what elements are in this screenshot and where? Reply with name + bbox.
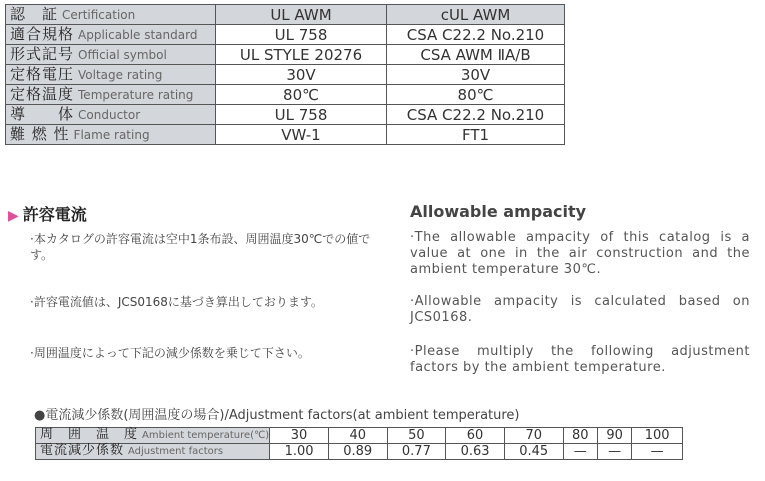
header-cul-awm: cUL AWM — [387, 5, 565, 25]
table-row — [6, 105, 565, 125]
temperature-row — [36, 428, 683, 444]
temperature-cell: 40 — [328, 428, 387, 444]
note-en-3: ·Please multiply the following adjustment factors by the ambient temperature. — [410, 344, 750, 375]
note-jp-3: ·周囲温度によって下記の減少係数を乗じて下さい。 — [30, 346, 310, 360]
table-row — [6, 125, 565, 145]
note-jp-1: ·本カタログの許容電流は空中1条布設、周囲温度30℃での値です。 — [30, 232, 371, 262]
row-label: 定格温度 Temperature rating — [6, 85, 216, 105]
table-row — [6, 45, 565, 65]
factor-cell: 0.45 — [504, 444, 563, 460]
cul-value: CSA C22.2 No.210 — [387, 25, 565, 45]
note-jp-2: ·許容電流値は、JCS0168に基づき算出しております。 — [30, 295, 323, 309]
adjustment-title: ●電流減少係数(周囲温度の場合)/Adjustment factors(at ambient temperature) — [34, 408, 520, 423]
table-row — [6, 65, 565, 85]
temperature-cell: 30 — [270, 428, 329, 444]
ul-value: 80℃ — [216, 85, 387, 105]
row-label: 形式記号 Official symbol — [6, 45, 216, 65]
table-row — [6, 85, 565, 105]
note-en-1: ·The allowable ampacity of this catalog is a value at one in the air construction and the ambient temperature 30℃. — [410, 230, 750, 277]
arrow-right-icon: ▶ — [8, 208, 19, 224]
ul-value: 30V — [216, 65, 387, 85]
factor-row — [36, 444, 683, 460]
cul-value: 80℃ — [387, 85, 565, 105]
cul-value: CSA C22.2 No.210 — [387, 105, 565, 125]
temperature-cell: 70 — [504, 428, 563, 444]
note-en-2: ·Allowable ampacity is calculated based on JCS0168. — [410, 294, 750, 325]
factor-cell: 1.00 — [270, 444, 329, 460]
cul-value: CSA AWM ⅡA/B — [387, 45, 565, 65]
factor-cell: — — [563, 444, 597, 460]
table-row — [6, 25, 565, 45]
certification-header-row — [6, 5, 565, 25]
temperature-cell: 60 — [446, 428, 505, 444]
cul-value: FT1 — [387, 125, 565, 145]
ampacity-heading-en: Allowable ampacity — [410, 202, 587, 221]
ul-value: UL STYLE 20276 — [216, 45, 387, 65]
factor-label: 電流減少係数 Adjustment factors — [36, 444, 270, 460]
ul-value: VW-1 — [216, 125, 387, 145]
temperature-cell: 90 — [597, 428, 631, 444]
ampacity-heading-jp: ▶ 許容電流 — [8, 205, 87, 224]
factor-cell: 0.89 — [328, 444, 387, 460]
cul-value: 30V — [387, 65, 565, 85]
ul-value: UL 758 — [216, 25, 387, 45]
row-label: 導 体 Conductor — [6, 105, 216, 125]
row-label: 定格電圧 Voltage rating — [6, 65, 216, 85]
certification-table — [5, 4, 565, 145]
factor-cell: 0.63 — [446, 444, 505, 460]
row-label: 難 燃 性 Flame rating — [6, 125, 216, 145]
temperature-cell: 100 — [632, 428, 683, 444]
temperature-cell: 80 — [563, 428, 597, 444]
header-ul-awm: UL AWM — [216, 5, 387, 25]
certification-header-label: 認 証 Certification — [6, 5, 216, 25]
factor-cell: — — [597, 444, 631, 460]
adjustment-table — [35, 427, 683, 460]
temperature-label: 周 囲 温 度 Ambient temperature(℃) — [36, 428, 270, 444]
temperature-cell: 50 — [387, 428, 446, 444]
ul-value: UL 758 — [216, 105, 387, 125]
factor-cell: 0.77 — [387, 444, 446, 460]
row-label: 適合規格 Applicable standard — [6, 25, 216, 45]
factor-cell: — — [632, 444, 683, 460]
